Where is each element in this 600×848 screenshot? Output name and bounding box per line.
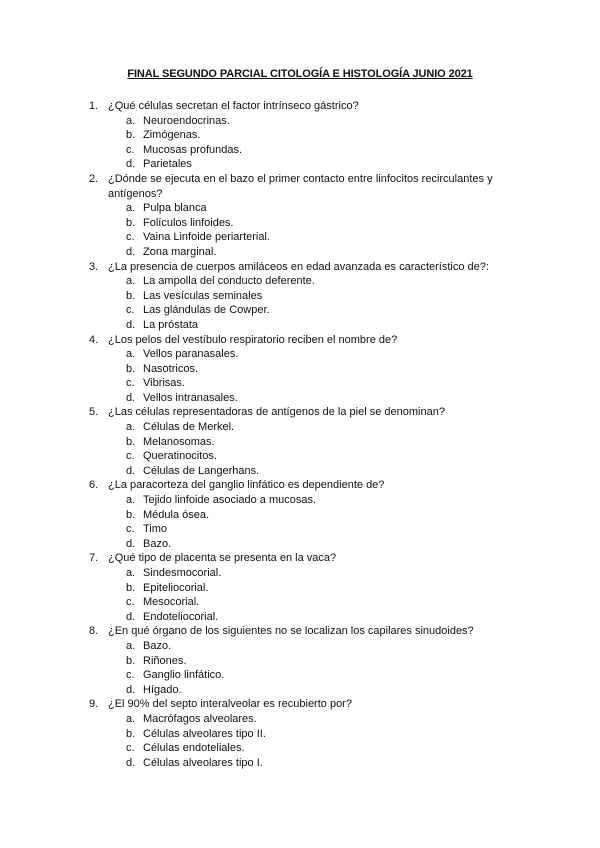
option-label: a.: [126, 275, 136, 288]
option-text: Macrófagos alveolares.: [143, 712, 257, 725]
option-d: [108, 464, 509, 479]
option-text: Ganglio linfático.: [143, 669, 225, 682]
option-text: Células endoteliales.: [143, 742, 245, 755]
option-text: Zimógenas.: [143, 129, 201, 142]
option-text: La próstata: [143, 318, 199, 331]
option-text: Zona marginal.: [143, 245, 217, 258]
question-number: 2.: [89, 172, 99, 185]
option-text: La ampolla del conducto deferente.: [143, 275, 315, 288]
option-label: c.: [126, 304, 135, 317]
option-text: Vellos intranasales.: [143, 391, 238, 404]
question-number: 9.: [89, 698, 99, 711]
option-c: [108, 741, 509, 756]
option-label: a.: [126, 712, 136, 725]
option-c: [108, 230, 509, 245]
question-9: [89, 697, 509, 770]
option-label: a.: [126, 202, 136, 215]
question-text: ¿Las células representadoras de antígenos de la piel se denominan?: [108, 406, 445, 419]
option-label: d.: [126, 537, 136, 550]
option-label: d.: [126, 464, 136, 477]
option-text: Riñones.: [143, 654, 187, 667]
option-d: [108, 610, 509, 625]
question-text: ¿La paracorteza del ganglio linfático es dependiente de?: [108, 479, 385, 492]
option-label: c.: [126, 523, 135, 536]
question-text: ¿Dónde se ejecuta en el bazo el primer contacto entre linfocitos recirculantes y antígenos?: [108, 172, 493, 200]
question-text: ¿El 90% del septo interalveolar es recubierto por?: [108, 698, 352, 711]
option-text: Pulpa blanca: [143, 202, 207, 215]
option-label: d.: [126, 610, 136, 623]
option-b: [108, 727, 509, 742]
question-list: [89, 99, 509, 770]
option-label: c.: [126, 742, 135, 755]
option-label: a.: [126, 114, 136, 127]
question-4: [89, 333, 509, 406]
question-text: ¿En qué órgano de los siguientes no se localizan los capilares sinudoides?: [108, 625, 474, 638]
option-list: [108, 712, 509, 770]
option-d: [108, 157, 509, 172]
option-label: a.: [126, 639, 136, 652]
question-text: ¿Qué células secretan el factor intrínseco gástrico?: [108, 100, 359, 112]
option-c: [108, 376, 509, 391]
option-b: [108, 216, 509, 231]
question-7: [89, 551, 509, 624]
option-label: b.: [126, 435, 136, 448]
option-label: d.: [126, 683, 136, 696]
option-label: b.: [126, 727, 136, 740]
option-a: [108, 639, 509, 654]
option-text: Células de Langerhans.: [143, 464, 260, 477]
option-list: [108, 347, 509, 405]
option-d: [108, 756, 509, 771]
option-label: c.: [126, 596, 135, 609]
option-label: b.: [126, 216, 136, 229]
option-c: [108, 595, 509, 610]
option-c: [108, 303, 509, 318]
option-label: c.: [126, 231, 135, 244]
option-b: [108, 435, 509, 450]
option-c: [108, 143, 509, 158]
option-b: [108, 362, 509, 377]
option-text: Melanosomas.: [143, 435, 215, 448]
option-text: Nasotricos.: [143, 362, 199, 375]
option-c: [108, 522, 509, 537]
question-5: [89, 405, 509, 478]
option-label: d.: [126, 245, 136, 258]
option-list: [108, 493, 509, 551]
option-b: [108, 289, 509, 304]
option-label: b.: [126, 362, 136, 375]
option-text: Las vesículas seminales: [143, 289, 263, 302]
option-list: [108, 114, 509, 172]
page-title: FINAL SEGUNDO PARCIAL CITOLOGÍA E HISTOLOGÍA JUNIO 2021: [127, 68, 473, 80]
question-number: 8.: [89, 625, 99, 638]
option-label: c.: [126, 377, 135, 390]
option-text: Mucosas profundas.: [143, 143, 243, 156]
option-a: [108, 566, 509, 581]
option-text: Tejido linfoide asociado a mucosas.: [143, 494, 317, 507]
question-number: 3.: [89, 260, 99, 273]
option-list: [108, 566, 509, 624]
option-text: Médula ósea.: [143, 508, 210, 521]
option-text: Las glándulas de Cowper.: [143, 304, 270, 317]
question-text: ¿La presencia de cuerpos amiláceos en edad avanzada es característico de?:: [108, 260, 489, 273]
option-b: [108, 581, 509, 596]
question-8: [89, 624, 509, 697]
question-1: [89, 99, 509, 172]
option-label: b.: [126, 289, 136, 302]
option-label: c.: [126, 143, 135, 156]
option-label: d.: [126, 158, 136, 171]
option-text: Queratinocitos.: [143, 450, 217, 463]
option-text: Timo: [143, 523, 168, 536]
option-text: Sindesmocorial.: [143, 567, 222, 579]
option-label: b.: [126, 581, 136, 594]
option-text: Bazo.: [143, 639, 172, 652]
question-number: 1.: [89, 100, 99, 112]
question-text: ¿Qué tipo de placenta se presenta en la vaca?: [108, 552, 337, 565]
option-text: Vaina Linfoide periarterial.: [143, 231, 270, 244]
option-label: b.: [126, 508, 136, 521]
option-list: [108, 274, 509, 332]
question-number: 6.: [89, 479, 99, 492]
option-label: a.: [126, 494, 136, 507]
option-label: d.: [126, 318, 136, 331]
option-a: [108, 274, 509, 289]
option-text: Células de Merkel.: [143, 421, 235, 434]
option-d: [108, 318, 509, 333]
option-list: [108, 639, 509, 697]
option-a: [108, 114, 509, 129]
option-text: Hígado.: [143, 683, 182, 696]
option-text: Endoteliocorial.: [143, 610, 219, 623]
question-3: [89, 260, 509, 333]
option-label: c.: [126, 450, 135, 463]
option-a: [108, 420, 509, 435]
option-text: Epiteliocorial.: [143, 581, 209, 594]
option-text: Folículos linfoides.: [143, 216, 234, 229]
option-a: [108, 493, 509, 508]
option-label: b.: [126, 654, 136, 667]
option-text: Bazo.: [143, 537, 172, 550]
option-label: a.: [126, 348, 136, 361]
option-d: [108, 537, 509, 552]
question-2: [89, 172, 509, 260]
question-number: 4.: [89, 333, 99, 346]
option-text: Vibrisas.: [143, 377, 185, 390]
option-label: c.: [126, 669, 135, 682]
option-b: [108, 508, 509, 523]
option-a: [108, 347, 509, 362]
option-text: Mesocorial.: [143, 596, 200, 609]
option-c: [108, 668, 509, 683]
question-text: ¿Los pelos del vestíbulo respiratorio reciben el nombre de?: [108, 333, 398, 346]
option-label: a.: [126, 567, 136, 579]
option-label: a.: [126, 421, 136, 434]
option-text: Neuroendocrinas.: [143, 114, 230, 127]
option-label: b.: [126, 129, 136, 142]
question-number: 5.: [89, 406, 99, 419]
option-text: Células alveolares tipo II.: [143, 727, 266, 740]
option-list: [108, 201, 509, 259]
option-b: [108, 654, 509, 669]
option-b: [108, 128, 509, 143]
option-a: [108, 712, 509, 727]
option-text: Células alveolares tipo I.: [143, 756, 263, 769]
option-d: [108, 391, 509, 406]
option-d: [108, 683, 509, 698]
option-list: [108, 420, 509, 478]
option-text: Parietales: [143, 158, 192, 171]
option-text: Vellos paranasales.: [143, 348, 239, 361]
option-label: d.: [126, 756, 136, 769]
option-label: d.: [126, 391, 136, 404]
option-c: [108, 449, 509, 464]
question-number: 7.: [89, 552, 99, 565]
question-6: [89, 478, 509, 551]
option-a: [108, 201, 509, 216]
option-d: [108, 245, 509, 260]
